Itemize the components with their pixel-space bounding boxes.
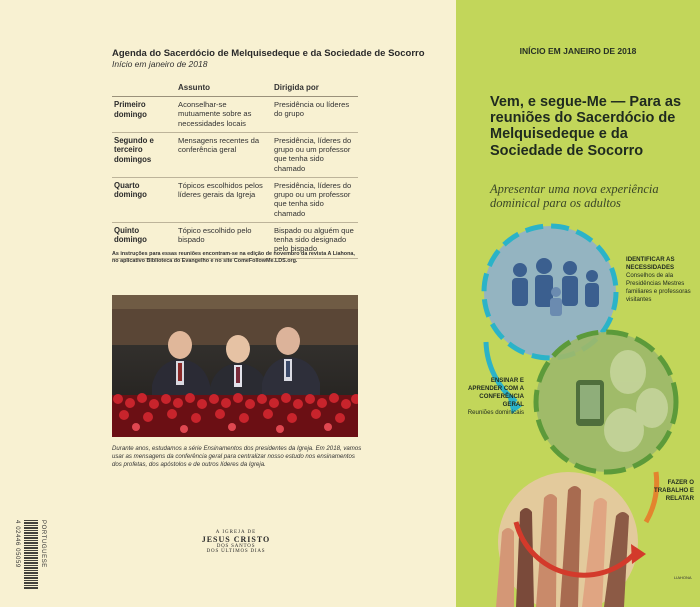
logo-line-2: JESUS CRISTO [201, 535, 271, 544]
table-cell-led-by: Presidência ou líderes do grupo [272, 97, 358, 133]
logo-line-4: DOS ÚLTIMOS DIAS [206, 549, 266, 554]
table-row [112, 132, 358, 177]
table-cell-day: Quinto domingo [112, 222, 176, 258]
table-cell-led-by: Bispado ou alguém que tenha sido designado pelo bispado [272, 222, 358, 258]
barcode-number: 4 02446 05059 [14, 520, 20, 568]
liahona-mark: LIAHONA [674, 575, 692, 580]
language-label: PORTUGUESE [40, 520, 46, 568]
photo-caption: Durante anos, estudamos a série Ensinamentos dos presidentes da Igreja. Em 2018, vamos usar as mensagens da conferência geral para centralizar nosso estudo nos ensinamentos dos profetas, dos apóstolos e de outros líderes da Igreja. [112, 445, 362, 469]
instructions-text: As instruções para essas reuniões encontram-se na edição de novembro da revista A Liahona, no aplicativo Biblioteca do Evangelho e no site ComeFollowMe.LDS.org. [112, 251, 355, 265]
table-cell-day: Segundo e terceiro domingos [112, 132, 176, 177]
barcode [24, 520, 38, 590]
agenda-subtitle: Início em janeiro de 2018 [112, 59, 208, 69]
table-header: Dirigida por [272, 78, 358, 97]
label-identify-needs-body: Conselhos de ala Presidências Mestres familiares e professoras visitantes [626, 271, 691, 303]
leaders-photo-illustration [112, 295, 358, 437]
table-cell-subject: Aconselhar-se mutuamente sobre as necessidades locais [176, 97, 272, 133]
logo-line-1: A IGREJA DE [215, 530, 257, 535]
label-do-work [642, 479, 694, 503]
subtitle: Apresentar uma nova experiência dominical para os adultos [490, 182, 659, 210]
table-cell-led-by: Presidência, líderes do grupo ou um professor que tenha sido chamado [272, 177, 358, 222]
table-cell-subject: Tópicos escolhidos pelos líderes gerais da Igreja [176, 177, 272, 222]
leaders-photo [112, 295, 358, 437]
start-date-label: INÍCIO EM JANEIRO DE 2018 [519, 46, 637, 56]
table-cell-subject: Tópico escolhido pelo bispado [176, 222, 272, 258]
label-teach-learn-heading: ENSINAR E APRENDER COM A CONFERÊNCIA GERAL [468, 377, 524, 408]
table-row [112, 177, 358, 222]
main-title: Vem, e segue-Me — Para as reuniões do Sacerdócio de Melquisedeque e da Sociedade de Socorro [490, 94, 682, 159]
right-panel [456, 0, 700, 607]
table-cell-day: Primeiro domingo [112, 97, 176, 133]
table-header-row [112, 78, 358, 97]
label-teach-learn-body: Reuniões dominicais [467, 408, 524, 416]
table-header: Assunto [176, 78, 272, 97]
logo-line-3: DOS SANTOS [216, 544, 256, 549]
label-identify-needs-heading: IDENTIFICAR AS NECESSIDADES [626, 256, 675, 271]
label-identify-needs [626, 256, 700, 304]
table-cell-day: Quarto domingo [112, 177, 176, 222]
label-do-work-heading: FAZER O TRABALHO E RELATAR [654, 479, 694, 502]
table-cell-subject: Mensagens recentes da conferência geral [176, 132, 272, 177]
agenda-table [112, 78, 358, 259]
table-row [112, 97, 358, 133]
label-teach-learn [462, 377, 524, 417]
table-cell-led-by: Presidência, líderes do grupo ou um professor que tenha sido chamado [272, 132, 358, 177]
red-arrow-head [631, 544, 646, 564]
church-logo [196, 530, 276, 554]
table-header [112, 78, 176, 97]
device-screen [580, 385, 600, 419]
agenda-title: Agenda do Sacerdócio de Melquisedeque e da Sociedade de Socorro [112, 48, 425, 59]
